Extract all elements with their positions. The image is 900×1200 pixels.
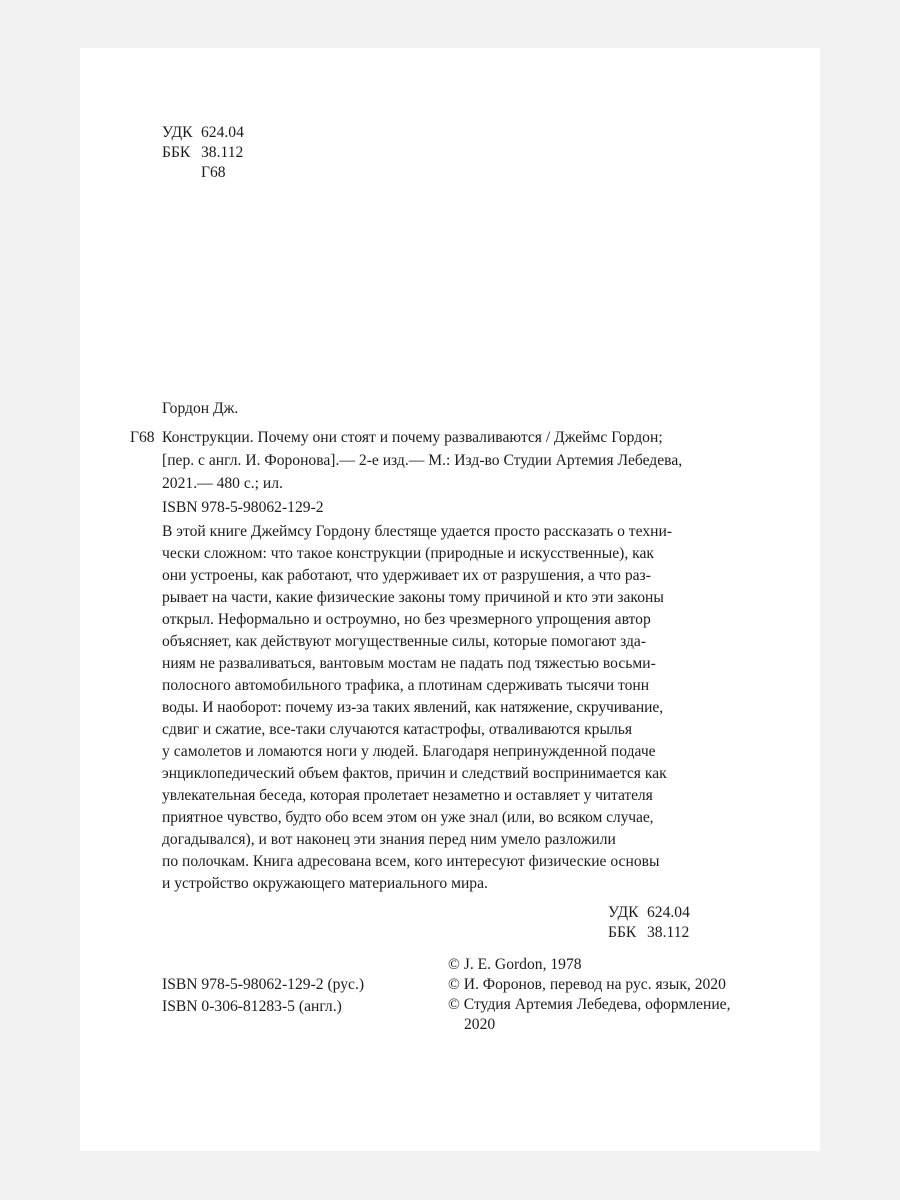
annotation-line: приятное чувство, будто обо всем этом он уже знал (или, во всяком случае, bbox=[162, 809, 654, 826]
bibliographic-line: 2021.— 480 с.; ил. bbox=[162, 475, 283, 492]
bibliographic-line: [пер. с англ. И. Форонова].— 2-е изд.— М.: Изд-во Студии Артемия Лебедева, bbox=[162, 452, 683, 469]
annotation-line: рывает на части, какие физические законы тому причиной и кто эти законы bbox=[162, 589, 664, 606]
bbk-label-bottom: ББК bbox=[608, 924, 637, 941]
bbk-value: 38.112 bbox=[201, 144, 244, 161]
annotation-line: увлекательная беседа, которая пролетает незаметно и оставляет у читателя bbox=[162, 787, 653, 804]
annotation-line: объясняет, как действуют могущественные силы, которые помогают зда- bbox=[162, 633, 647, 650]
copyright-line: © И. Форонов, перевод на рус. язык, 2020 bbox=[448, 976, 726, 993]
annotation-line: полосного автомобильного трафика, а плотинам сдерживать тысячи тонн bbox=[162, 677, 650, 694]
annotation-line: ниям не разваливаться, вантовым мостам не падать под тяжестью восьми- bbox=[162, 655, 656, 672]
udk-label: УДК bbox=[162, 124, 193, 141]
annotation-line: В этой книге Джеймсу Гордону блестяще удается просто рассказать о техни- bbox=[162, 523, 673, 540]
annotation-line: энциклопедический объем фактов, причин и следствий воспринимается как bbox=[162, 765, 667, 782]
annotation-line: чески сложном: что такое конструкции (природные и искусственные), как bbox=[162, 545, 654, 562]
copyright-line: © J. E. Gordon, 1978 bbox=[448, 956, 582, 973]
annotation-line: по полочкам. Книга адресована всем, кого интересуют физические основы bbox=[162, 853, 660, 870]
udk-value: 624.04 bbox=[201, 124, 244, 141]
udk-row bbox=[162, 123, 244, 143]
bbk-label: ББК bbox=[162, 144, 191, 161]
udk-label-bottom: УДК bbox=[608, 904, 639, 921]
bbk-row-bottom bbox=[608, 923, 689, 943]
copyright-line: 2020 bbox=[464, 1016, 496, 1033]
annotation-line: у самолетов и ломаются ноги у людей. Благодаря непринужденной подаче bbox=[162, 743, 656, 760]
book-page bbox=[80, 48, 820, 1151]
annotation-line: сдвиг и сжатие, все-таки случаются катастрофы, отваливаются крылья bbox=[162, 721, 633, 738]
author-sign-value: Г68 bbox=[201, 164, 226, 181]
bbk-value-bottom: 38.112 bbox=[647, 924, 690, 941]
isbn-main: ISBN 978-5-98062-129-2 bbox=[162, 499, 324, 516]
isbn-russian: ISBN 978-5-98062-129-2 (рус.) bbox=[162, 976, 365, 993]
bibliographic-line: Конструкции. Почему они стоят и почему разваливаются / Джеймс Гордон; bbox=[162, 429, 663, 446]
annotation-line: они устроены, как работают, что удерживает их от разрушения, а что раз- bbox=[162, 567, 651, 584]
annotation-line: догадывался), и вот наконец эти знания перед ним умело разложили bbox=[162, 831, 616, 848]
udk-row-bottom bbox=[608, 903, 690, 923]
annotation-line: открыл. Неформально и остроумно, но без чрезмерного упрощения автор bbox=[162, 611, 651, 628]
copyright-line: © Студия Артемия Лебедева, оформление, bbox=[448, 996, 731, 1013]
annotation-line: и устройство окружающего материального мира. bbox=[162, 875, 488, 892]
annotation-line: воды. И наоборот: почему из-за таких явлений, как натяжение, скручивание, bbox=[162, 699, 663, 716]
author-mark: Г68 bbox=[130, 429, 155, 446]
author-heading: Гордон Дж. bbox=[162, 400, 239, 417]
bbk-row bbox=[162, 143, 243, 163]
author-sign-row bbox=[162, 163, 226, 183]
udk-value-bottom: 624.04 bbox=[647, 904, 690, 921]
isbn-english: ISBN 0-306-81283-5 (англ.) bbox=[162, 998, 342, 1015]
